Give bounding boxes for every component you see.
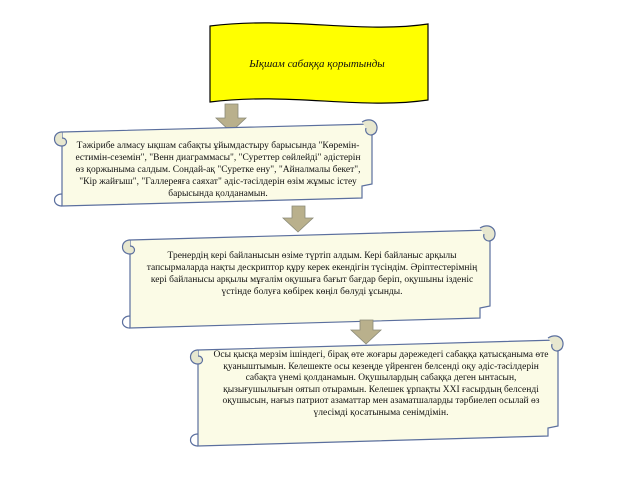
title-text: Ықшам сабаққа қорытынды (249, 58, 385, 70)
scroll-2-text: Тренердің кері байланысын өзіме түртіп алдым. Кері байланыс арқылы тапсырмаларда нақты дескриптор құру керек екендігін түсіндім. Әріптестерімнің кері байланысы арқылы мұғалім оқушыға бағыт бағдар беріп, оқушыны ізденіс үстінде болуға көбірек көңіл бөлуді ұсынды. (146, 251, 478, 297)
scroll-3-text: Осы қысқа мерзім ішіндегі, бірақ өте жоғары дәрежедегі сабаққа қатысқаныма өте қуаныштымын. Келешекте осы кезеңде үйренген белсенді оқу әдіс-тәсілдерін сабақта үнемі қолданамын. Оқушылардың сабаққа деген ынтасын, қызығушылығын оятып отырамын. Келешек ұрпақты XXI ғасырдың белсенді оқушысын, нағыз патриот азаматтар мен азаматшаларды тәрбиелеп осылай өз үлесімді қосатыныма сенімдімін. (213, 350, 549, 418)
connector-arrow-2 (283, 206, 313, 232)
scroll-1-text: Тәжірибе алмасу ықшам сабақты ұйымдастыру барысында "Көремін-естимін-сеземін", "Венн диаграммасы", "Суреттер сөйлейді" әдістерін өз қоржыныма салдым. Сондай-ақ "Суретке ену", "Айналмалы бекет", "Кір жайғыш", "Галлереяға саяхат" әдіс-тәсілдерін өзім жұмыс істеу барысында қолданамын. (75, 141, 361, 199)
connector-arrow-3 (351, 320, 381, 344)
